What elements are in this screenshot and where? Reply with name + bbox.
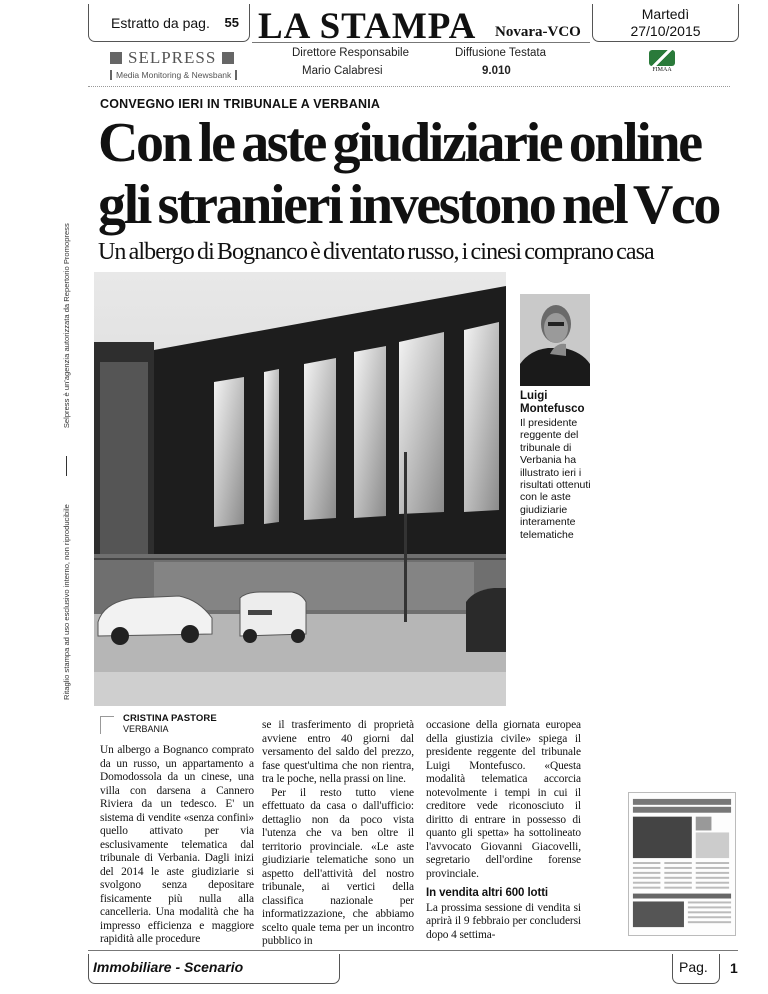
column-2-paragraph-1: se il trasferimento di proprietà avviene entro 40 giorni dal versamento del saldo del prezzo, fase quest'ultima che non rientra, tra le poche, nella prassi on line. <box>262 719 414 785</box>
fimaa-logo-text: FIMAA <box>652 67 672 73</box>
caption-first-name: Luigi <box>520 390 548 402</box>
article-headline <box>98 112 738 236</box>
extract-label: Estratto da pag. <box>111 14 210 31</box>
date-box <box>592 4 739 42</box>
newspaper-edition: Novara-VCO <box>495 24 581 40</box>
column-2-paragraph-2: Per il resto tutto viene effettuato da casa o dall'ufficio: dettaglio non da poco vista l'utenza che va ben oltre il territorio provinciale. «Le aste giudiziarie telematiche sono un aspetto dell'attività del nostro tribunale, ai vertici della classifica nazionale per informatizzazione, che abbiamo scelto quale tema per un incontro pubblico in <box>262 786 414 947</box>
extract-page-number: 55 <box>224 15 239 30</box>
headline-line-2: gli stranieri investono nel Vco <box>98 174 719 236</box>
caption-last-name: Montefusco <box>520 403 585 415</box>
photo-caption-text: Il presidente reggente del tribunale di Verbania ha illustrato ieri i risultati ottenuti con le aste giudiziarie interamente telematiche <box>520 417 591 541</box>
column-3-subheading: In vendita altri 600 lotti <box>426 887 549 899</box>
page-thumbnail-icon <box>629 793 735 935</box>
article-column-1 <box>100 744 254 947</box>
date-label: 27/10/2015 <box>630 23 701 39</box>
footer-section-box: Immobiliare - Scenario <box>88 954 340 984</box>
portrait-photo <box>520 294 590 386</box>
article-kicker: CONVEGNO IERI IN TRIBUNALE A VERBANIA <box>100 97 381 111</box>
side-text-separator <box>66 456 71 476</box>
newspaper-masthead: LA STAMPA <box>258 6 477 47</box>
article-column-3 <box>426 719 581 942</box>
side-text-left: Ritaglio stampa ad uso esclusivo interno, non riproducibile <box>62 504 71 700</box>
header-divider <box>252 42 590 43</box>
headline-line-1: Con le aste giudiziarie online <box>98 112 701 174</box>
footer-divider <box>88 950 738 951</box>
footer-page-number: 1 <box>730 960 738 976</box>
fimaa-logo <box>646 50 678 73</box>
column-3-paragraph-2: La prossima sessione di vendita si aprirà il 9 febbraio per concludersi dopo 4 settima- <box>426 901 581 941</box>
article-column-2 <box>262 719 414 949</box>
selpress-logo-text: SELPRESS <box>128 48 217 67</box>
circulation-value: 9.010 <box>482 65 511 77</box>
logo-square-icon <box>222 52 234 64</box>
circulation-label: Diffusione Testata <box>455 47 546 59</box>
header-dotted-rule <box>88 86 730 87</box>
fimaa-emblem-icon <box>649 50 675 66</box>
side-text-right: Selpress è un'agenzia autorizzata da Repertorio Promopress <box>62 223 71 429</box>
building-photo-icon <box>94 272 506 706</box>
column-3-paragraph-1: occasione della giornata europea della giustizia civile» spiega il presidente reggente del tribunale Luigi Montefusco. «Questa modalità telematica accorcia notevolmente i tempi in cui il creditore vede riconosciuto il diritto di entrare in possesso di quanto gli spetta» ha sottolineato l'avvocato Giovanni Giacovelli, segretario dell'ordine forense provinciale. <box>426 719 581 880</box>
side-copyright-text <box>62 60 71 700</box>
director-name: Mario Calabresi <box>302 65 383 77</box>
article-photo-building <box>94 272 506 706</box>
byline-location: VERBANIA <box>123 724 169 734</box>
article-subheadline: Un albergo di Bognanco è diventato russo, i cinesi comprano casa <box>98 239 654 265</box>
weekday-label: Martedì <box>641 6 690 22</box>
extract-page-box <box>88 4 250 42</box>
column-1-paragraph: Un albergo a Bognanco comprato da un russo, un appartamento a Domodossola da un cinese, una villa con darsena a Cannero Riviera da un tedesco. E' un sistema di vendite «senza confini» quello attivato per via esclusivamente telematica dal tribunale di Verbania. Dagli inizi del 2014 le aste giudiziarie si svolgono senza depositare fisicamente più nulla alla cancelleria. Una modalità che ha impresso efficienza e maggiore rapidità alle procedure <box>100 744 254 945</box>
selpress-logo-subtitle: Media Monitoring & Newsbank <box>110 70 237 80</box>
photo-caption-name <box>520 390 620 416</box>
page-thumbnail <box>628 792 736 936</box>
director-label: Direttore Responsabile <box>292 47 409 59</box>
person-portrait-icon <box>520 294 590 386</box>
logo-square-icon <box>110 52 122 64</box>
selpress-logo <box>110 48 237 80</box>
footer-page-label: Pag. <box>672 954 720 984</box>
byline-author: CRISTINA PASTORE <box>123 713 217 724</box>
byline-corner-mark <box>100 716 114 734</box>
